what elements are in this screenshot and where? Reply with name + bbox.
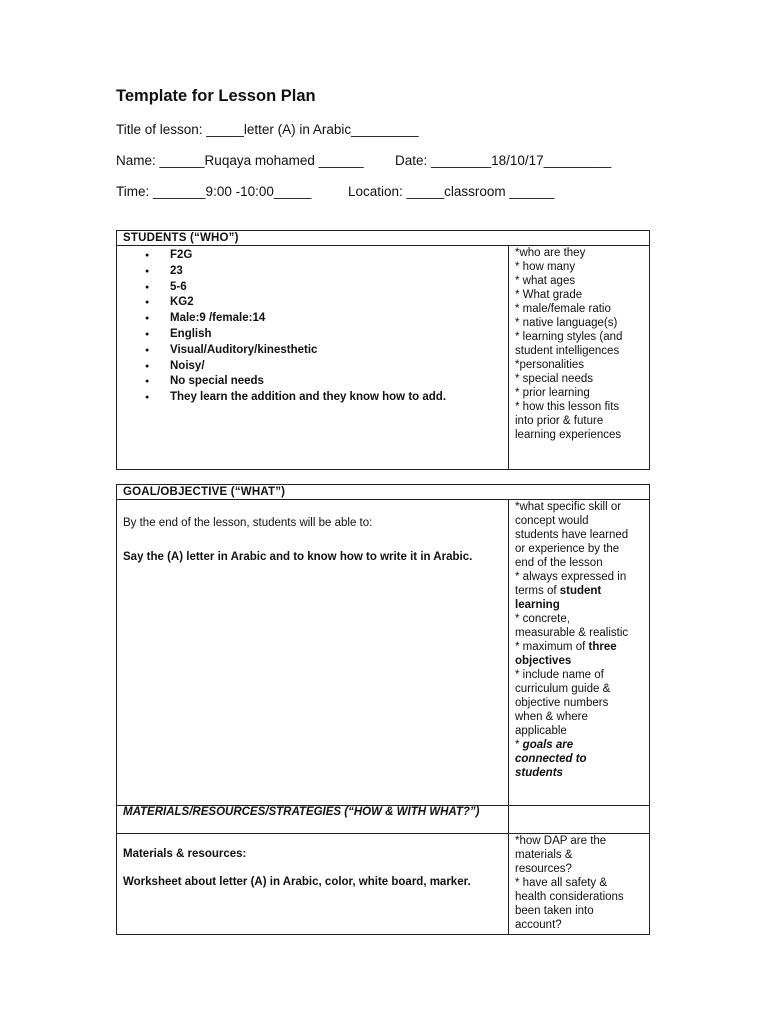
list-item: ● F2G	[117, 248, 508, 264]
note-line: materials &	[515, 849, 573, 861]
note-line: * concrete,	[515, 613, 570, 625]
list-item: ● Male:9 /female:14	[117, 311, 508, 327]
note-line: curriculum guide &	[515, 683, 611, 695]
note-line: *what specific skill or	[515, 501, 622, 513]
note-bold-italic: goals are	[522, 739, 574, 751]
materials-header: MATERIALS/RESOURCES/STRATEGIES (“HOW & WITH WHAT?”)	[117, 806, 509, 833]
goal-header: GOAL/OBJECTIVE (“WHAT”)	[117, 485, 649, 500]
note-line: applicable	[515, 725, 567, 737]
students-list	[117, 246, 508, 406]
note-text: * maximum of	[515, 641, 589, 653]
date-line: Date: ________18/10/17_________	[395, 153, 612, 168]
note-line	[515, 584, 645, 598]
materials-header-row	[117, 806, 649, 834]
note-line: or experience by the	[515, 543, 620, 555]
note-text: *	[515, 739, 523, 751]
students-list-cell	[117, 246, 509, 469]
note-line: * have all safety &	[515, 877, 608, 889]
note-line: * include name of	[515, 669, 604, 681]
time-line: Time: _______9:00 -10:00_____	[116, 184, 312, 199]
goal-intro: By the end of the lesson, students will be able to:	[123, 517, 373, 529]
note-bold: student	[559, 585, 602, 597]
list-item: ● English	[117, 327, 508, 343]
note-line: students	[515, 767, 563, 779]
note-line: student intelligences	[515, 345, 620, 357]
note-line	[515, 640, 645, 654]
note-line: when & where	[515, 711, 588, 723]
materials-label: Materials & resources:	[123, 848, 247, 860]
materials-text-cell	[117, 834, 509, 934]
note-line: * how many	[515, 261, 576, 273]
location-line: Location: _____classroom ______	[348, 184, 555, 199]
note-line: * learning styles (and	[515, 331, 623, 343]
note-line: * male/female ratio	[515, 303, 611, 315]
note-line: concept would	[515, 515, 589, 527]
materials-header-empty-cell	[509, 806, 649, 833]
note-line: been taken into	[515, 905, 594, 917]
students-notes-cell	[509, 246, 649, 469]
list-item: ● Visual/Auditory/kinesthetic	[117, 343, 508, 359]
list-item: ● 23	[117, 264, 508, 280]
list-item: ● KG2	[117, 295, 508, 311]
materials-row	[117, 834, 649, 934]
note-line: * What grade	[515, 289, 583, 301]
note-line: end of the lesson	[515, 557, 603, 569]
note-line: * always expressed in	[515, 571, 627, 583]
note-line: * native language(s)	[515, 317, 618, 329]
goal-materials-table	[116, 484, 650, 935]
note-line: students have learned	[515, 529, 629, 541]
students-row	[117, 246, 649, 469]
list-item: ● 5-6	[117, 280, 508, 296]
note-text: terms of	[515, 585, 560, 597]
goal-row	[117, 500, 649, 806]
note-line: account?	[515, 919, 562, 931]
note-line: * what ages	[515, 275, 576, 287]
note-line: objectives	[515, 655, 572, 667]
note-line: objective numbers	[515, 697, 609, 709]
note-line: *who are they	[515, 247, 586, 259]
note-line: health considerations	[515, 891, 624, 903]
goal-objective: Say the (A) letter in Arabic and to know how to write it in Arabic.	[123, 551, 473, 563]
note-line: * special needs	[515, 373, 593, 385]
note-line: *personalities	[515, 359, 585, 371]
note-line: learning	[515, 599, 560, 611]
name-line: Name: ______Ruqaya mohamed ______	[116, 153, 364, 168]
note-line: *how DAP are the	[515, 835, 607, 847]
materials-notes-cell	[509, 834, 649, 934]
note-line	[515, 738, 645, 752]
materials-text: Worksheet about letter (A) in Arabic, color, white board, marker.	[123, 876, 471, 888]
list-item: ● They learn the addition and they know how to add.	[117, 390, 508, 406]
list-item: ● No special needs	[117, 374, 508, 390]
list-item: ● Noisy/	[117, 359, 508, 375]
note-line: connected to	[515, 753, 587, 765]
goal-notes-cell	[509, 500, 649, 805]
note-line: learning experiences	[515, 429, 622, 441]
note-line: * how this lesson fits	[515, 401, 620, 413]
note-line: resources?	[515, 863, 572, 875]
students-header: STUDENTS (“WHO”)	[117, 231, 649, 246]
note-bold: three	[588, 641, 617, 653]
note-line: measurable & realistic	[515, 627, 629, 639]
students-table	[116, 230, 650, 470]
page-title: Template for Lesson Plan	[116, 87, 316, 105]
lesson-title-line: Title of lesson: _____letter (A) in Arabic_________	[116, 122, 419, 137]
note-line: * prior learning	[515, 387, 590, 399]
note-line: into prior & future	[515, 415, 604, 427]
goal-text-cell	[117, 500, 509, 805]
